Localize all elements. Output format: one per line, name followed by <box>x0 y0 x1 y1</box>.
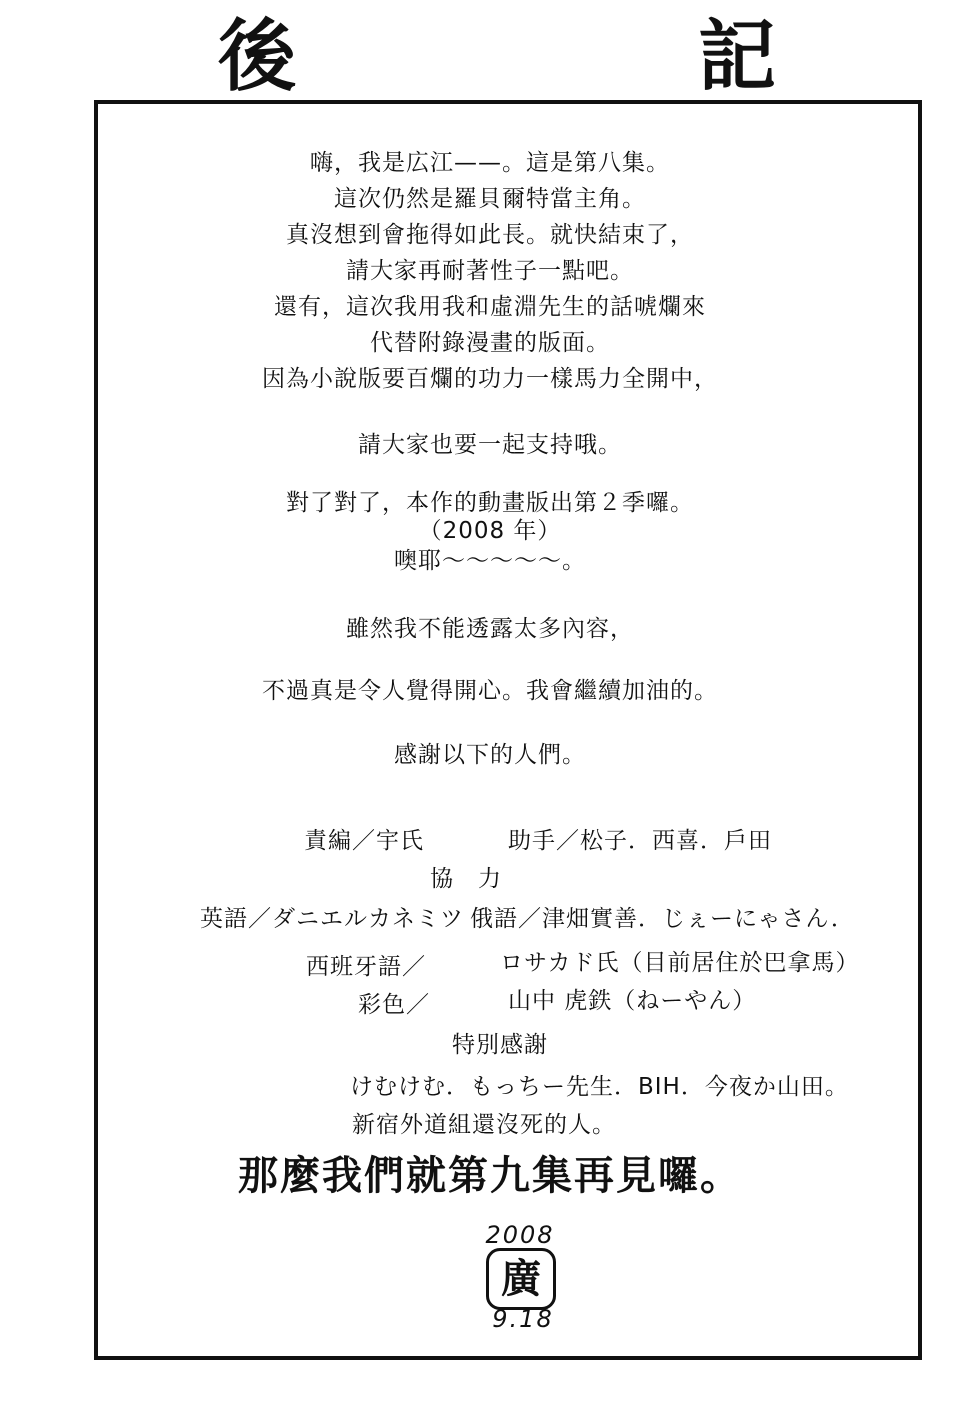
body-line: 請大家再耐著性子一點吧。 <box>346 258 634 284</box>
special-thanks-extra: 新宿外道組還沒死的人。 <box>352 1112 616 1138</box>
credit-color-label: 彩色／ <box>358 992 430 1018</box>
page-title-first-char: 後 <box>218 12 297 102</box>
credit-editor: 責編／宇氏 <box>304 828 424 854</box>
credit-cooperation-heading: 協 力 <box>430 866 502 892</box>
signature-date: 9.18 <box>492 1305 554 1333</box>
credit-english: 英語／ダニエルカネミツ <box>200 906 464 932</box>
body-line: 不過真是令人覺得開心。我會繼續加油的。 <box>262 678 718 704</box>
body-line: 嗨，我是広江——。這是第八集。 <box>310 150 670 176</box>
body-line: 感謝以下的人們。 <box>394 742 586 768</box>
body-line: 真沒想到會拖得如此長。就快結束了， <box>286 222 694 248</box>
special-thanks-heading: 特別感謝 <box>452 1032 548 1058</box>
body-line: （2008 年） <box>418 518 562 544</box>
closing-line: 那麼我們就第九集再見囉。 <box>238 1153 742 1199</box>
body-line: 代替附錄漫畫的版面。 <box>370 330 610 356</box>
body-line: 請大家也要一起支持哦。 <box>358 432 622 458</box>
credit-spanish-value: ロサカド氏（目前居住於巴拿馬） <box>500 950 860 976</box>
signature-seal-glyph: 廣 <box>501 1256 541 1302</box>
body-line: 還有，這次我用我和虛淵先生的話唬爛來 <box>274 294 706 320</box>
body-line: 雖然我不能透露太多內容， <box>346 616 634 642</box>
credit-color-value: 山中 虎鉄（ねーやん） <box>508 988 757 1014</box>
page-title-second-char: 記 <box>698 12 777 102</box>
body-line: 對了對了，本作的動畫版出第２季囉。 <box>286 490 694 516</box>
credit-spanish-label: 西班牙語／ <box>306 954 426 980</box>
credit-russian: 俄語／津畑實善．じぇーにゃさん． <box>470 906 855 932</box>
body-line: 因為小說版要百爛的功力一樣馬力全開中， <box>262 366 718 392</box>
signature-year: 2008 <box>485 1221 555 1249</box>
body-line: 這次仍然是羅貝爾特當主角。 <box>334 186 646 212</box>
signature-seal-icon <box>486 1248 556 1310</box>
body-line: 噢耶～～～～～。 <box>394 548 586 574</box>
credit-assistants: 助手／松子．西喜．戶田 <box>508 828 772 854</box>
special-thanks-names: けむけむ．もっちー先生．BIH．今夜か山田。 <box>350 1074 849 1100</box>
